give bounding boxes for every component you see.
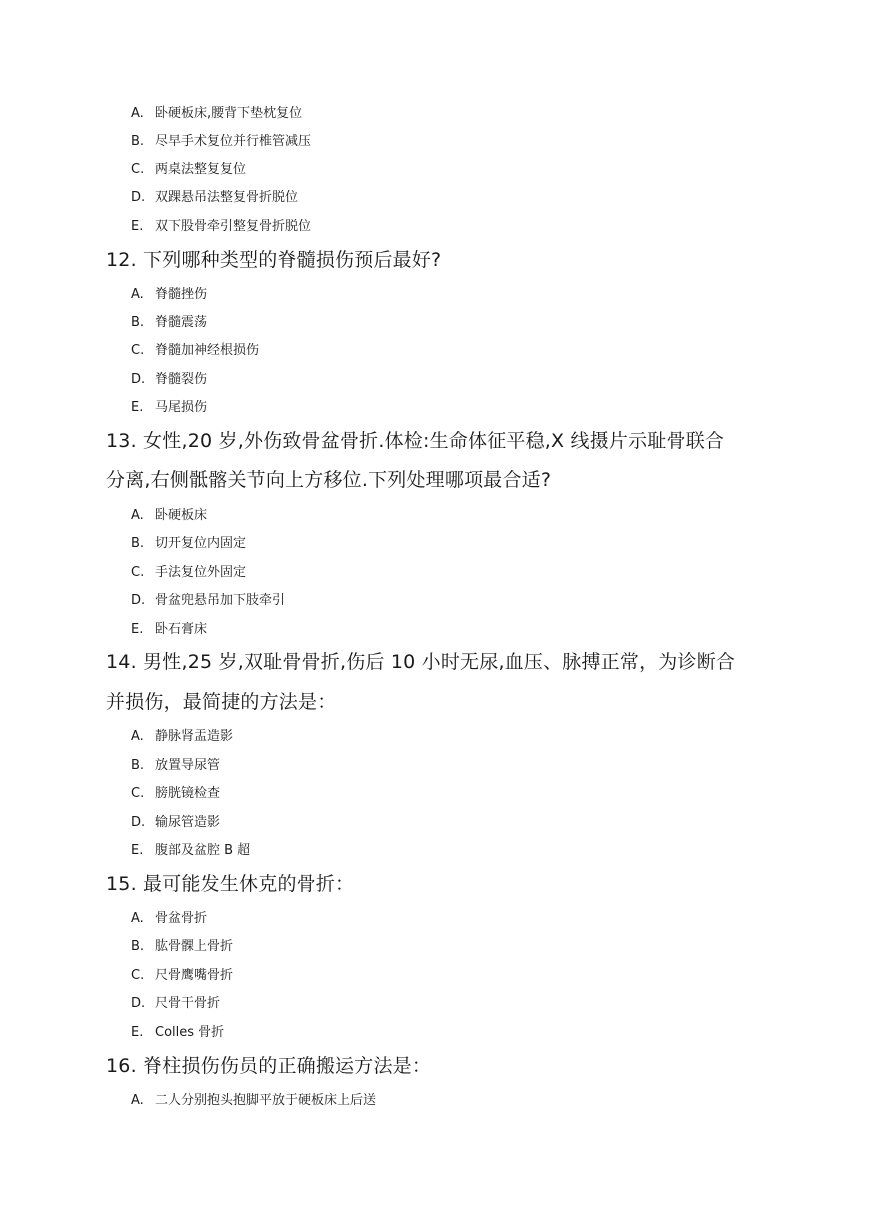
option-letter: B. (131, 758, 145, 773)
option-letter: B. (131, 134, 145, 149)
option-letter: E. (131, 1025, 144, 1040)
option-text: 双踝悬吊法整复骨折脱位 (155, 190, 299, 205)
q12-option-c (131, 342, 259, 360)
option-letter: B. (131, 536, 145, 551)
option-letter: B. (131, 939, 145, 954)
option-text: 骨盆骨折 (155, 911, 208, 926)
q14-option-a (131, 728, 233, 746)
q15-option-a (131, 910, 207, 928)
option-letter: E. (131, 219, 144, 234)
option-text: 尺骨干骨折 (155, 996, 221, 1011)
option-text: 双下股骨牵引整复骨折脱位 (155, 219, 312, 234)
q11-option-a (131, 105, 302, 123)
option-text: 尺骨鹰嘴骨折 (155, 968, 234, 983)
q13-stem-line-1: 13. 女性,20 岁,外伤致骨盆骨折.体检:生命体征平稳,X 线摄片示耻骨联合 (106, 430, 725, 452)
q14-option-e (131, 842, 250, 860)
q13-option-e (131, 621, 207, 639)
option-text: 放置导尿管 (155, 758, 221, 773)
q14-option-b (131, 757, 220, 775)
option-text: 两桌法整复复位 (155, 162, 247, 177)
q11-option-e (131, 218, 311, 236)
option-letter: D. (131, 815, 146, 830)
option-text: 手法复位外固定 (155, 565, 247, 580)
option-letter: A. (131, 106, 144, 121)
q13-stem-line-2: 分离,右侧骶髂关节向上方移位.下列处理哪项最合适? (106, 469, 552, 491)
q11-option-d (131, 189, 298, 207)
option-text: 脊髓震荡 (155, 315, 208, 330)
q14-stem-line-1: 14. 男性,25 岁,双耻骨骨折,伤后 10 小时无尿,血压、脉搏正常，为诊断合 (106, 651, 736, 673)
option-text: 马尾损伤 (155, 400, 208, 415)
option-letter: D. (131, 190, 146, 205)
option-letter: C. (131, 786, 145, 801)
option-letter: A. (131, 287, 144, 302)
option-letter: D. (131, 372, 146, 387)
q15-stem: 15. 最可能发生休克的骨折： (106, 873, 355, 895)
option-text: 肱骨髁上骨折 (155, 939, 234, 954)
option-text: 卧石膏床 (155, 622, 208, 637)
option-letter: C. (131, 343, 145, 358)
option-text: 腹部及盆腔 B 超 (155, 843, 251, 858)
option-text: 脊髓裂伤 (155, 372, 208, 387)
option-letter: E. (131, 622, 144, 637)
option-letter: D. (131, 593, 146, 608)
option-text: 卧硬板床,腰背下垫枕复位 (155, 106, 303, 121)
option-letter: C. (131, 565, 145, 580)
q11-option-c (131, 161, 246, 179)
option-letter: A. (131, 911, 144, 926)
option-letter: C. (131, 162, 145, 177)
option-text: 切开复位内固定 (155, 536, 247, 551)
option-text: 骨盆兜悬吊加下肢牵引 (155, 593, 286, 608)
q13-option-a (131, 507, 207, 525)
q13-option-d (131, 592, 285, 610)
q15-option-d (131, 995, 220, 1013)
option-text: 输尿管造影 (155, 815, 221, 830)
q15-option-c (131, 967, 233, 985)
q14-option-c (131, 785, 220, 803)
option-letter: A. (131, 508, 144, 523)
option-text: 脊髓加神经根损伤 (155, 343, 260, 358)
option-text: 膀胱镜检查 (155, 786, 221, 801)
option-letter: A. (131, 1093, 144, 1108)
option-text: 二人分别抱头抱脚平放于硬板床上后送 (155, 1093, 377, 1108)
q13-option-b (131, 535, 246, 553)
option-text: 脊髓挫伤 (155, 287, 208, 302)
q12-option-a (131, 286, 207, 304)
option-letter: B. (131, 315, 145, 330)
q12-option-d (131, 371, 207, 389)
q16-option-a (131, 1092, 376, 1110)
q15-option-e (131, 1024, 224, 1042)
q14-stem-line-2: 并损伤，最简捷的方法是： (106, 691, 337, 713)
q12-option-e (131, 399, 207, 417)
q16-stem: 16. 脊柱损伤伤员的正确搬运方法是： (106, 1055, 432, 1077)
option-letter: C. (131, 968, 145, 983)
option-text: Colles 骨折 (155, 1025, 225, 1040)
option-text: 静脉肾盂造影 (155, 729, 234, 744)
option-text: 卧硬板床 (155, 508, 208, 523)
q14-option-d (131, 814, 220, 832)
q15-option-b (131, 938, 233, 956)
option-letter: A. (131, 729, 144, 744)
option-letter: D. (131, 996, 146, 1011)
q13-option-c (131, 564, 246, 582)
option-letter: E. (131, 400, 144, 415)
option-text: 尽早手术复位并行椎管减压 (155, 134, 312, 149)
q12-stem: 12. 下列哪种类型的脊髓损伤预后最好? (106, 249, 442, 271)
q12-option-b (131, 314, 207, 332)
option-letter: E. (131, 843, 144, 858)
q11-option-b (131, 133, 311, 151)
